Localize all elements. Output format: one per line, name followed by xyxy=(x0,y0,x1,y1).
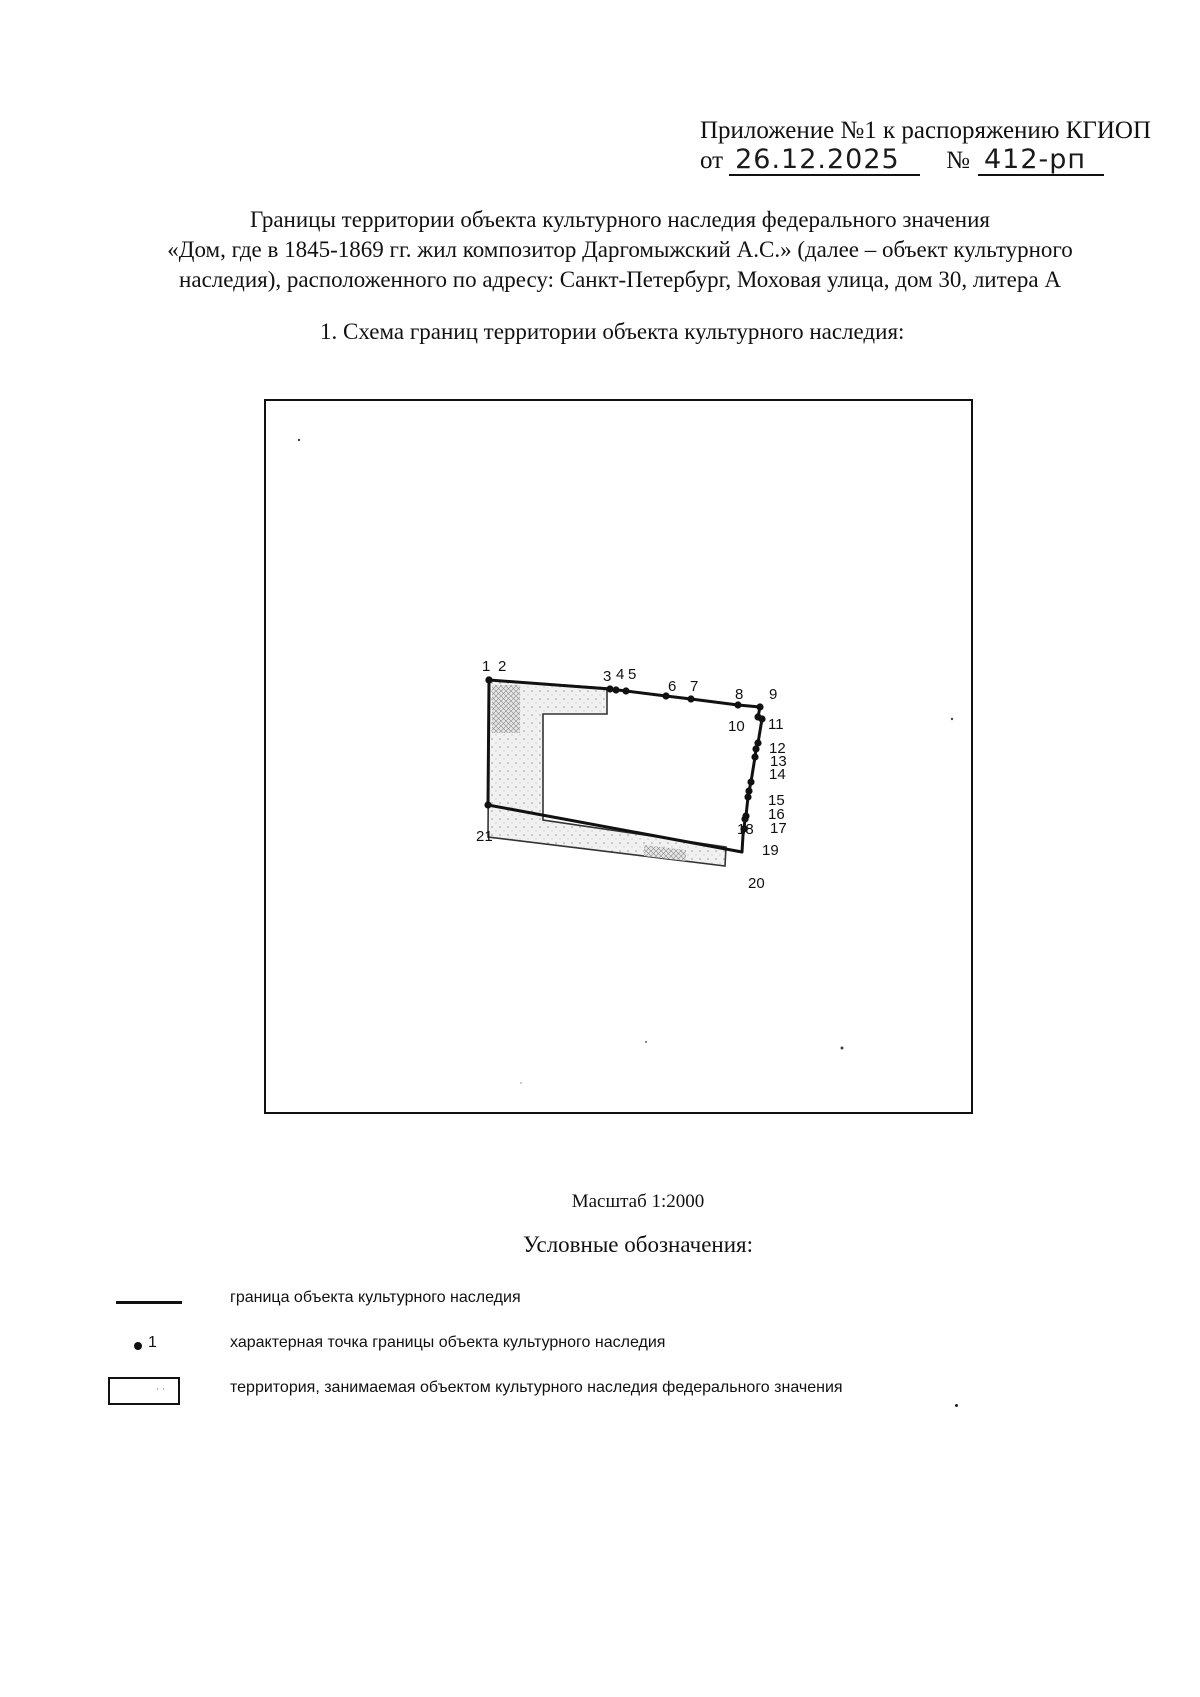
boundary-scheme-svg xyxy=(266,401,971,1112)
appendix-header xyxy=(700,116,1170,176)
legend-item-text: граница объекта культурного наследия xyxy=(230,1289,521,1306)
boundary-point-9 xyxy=(756,703,763,710)
boundary-point-13 xyxy=(752,745,759,752)
number-label: № xyxy=(946,147,970,174)
boundary-point-label-19: 19 xyxy=(762,842,779,859)
boundary-point-label-9: 9 xyxy=(769,686,778,703)
boundary-point-21 xyxy=(484,801,491,808)
point-sample-label: 1 xyxy=(148,1334,157,1351)
section-heading: 1. Схема границ территории объекта культурного наследия: xyxy=(320,319,905,344)
scan-speck xyxy=(645,1041,647,1043)
boundary-point-label-20: 20 xyxy=(748,875,765,892)
boundary-point-label-1: 1 xyxy=(482,658,491,675)
boundary-point-label-17: 17 xyxy=(770,820,787,837)
legend-item-area xyxy=(100,1373,1100,1409)
boundary-line-symbol xyxy=(100,1283,190,1319)
scan-speck xyxy=(298,439,300,441)
date-prefix: от xyxy=(700,147,724,174)
boundary-point-label-7: 7 xyxy=(690,678,699,695)
boundary-point-11 xyxy=(758,715,765,722)
legend-item-text: территория, занимаемая объектом культурного наследия федерального значения xyxy=(230,1379,843,1396)
appendix-date-number-line xyxy=(700,146,1170,176)
boundary-point-label-13: 13 xyxy=(770,753,787,770)
scan-speck xyxy=(841,1047,844,1050)
boundary-point-label-10: 10 xyxy=(728,718,745,735)
boundary-scheme-map xyxy=(264,399,973,1114)
boundary-point-label-15: 15 xyxy=(768,792,785,809)
boundary-point-label-5: 5 xyxy=(628,666,637,683)
boundary-point-16 xyxy=(745,787,752,794)
boundary-point-symbol xyxy=(100,1328,190,1364)
legend-item-text: характерная точка границы объекта культурного наследия xyxy=(230,1334,666,1351)
boundary-point-3 xyxy=(606,685,613,692)
boundary-point-4 xyxy=(612,686,619,693)
boundary-point-label-4: 4 xyxy=(616,666,625,683)
scan-speck xyxy=(520,1082,522,1084)
boundary-point-label-21: 21 xyxy=(476,828,493,845)
boundary-point-label-11: 11 xyxy=(768,716,784,733)
legend-item-point xyxy=(100,1328,1100,1364)
map-scale: Масштаб 1:2000 xyxy=(571,1191,705,1212)
boundary-point-5 xyxy=(622,687,629,694)
boundary-point-label-14: 14 xyxy=(769,766,786,783)
boundary-point-label-2: 2 xyxy=(498,658,507,675)
document-title xyxy=(120,205,1120,295)
boundary-point-7 xyxy=(687,695,694,702)
boundary-point-label-3: 3 xyxy=(603,668,612,685)
boundary-point-label-16: 16 xyxy=(768,806,785,823)
scan-speck xyxy=(955,1404,958,1407)
territory-area-symbol: ·· xyxy=(100,1373,190,1409)
occupied-territory-area xyxy=(488,680,726,866)
hatched-area xyxy=(492,685,520,733)
boundary-point-15 xyxy=(747,778,754,785)
legend-item-boundary xyxy=(100,1283,1100,1319)
boundary-point-17 xyxy=(744,793,751,800)
boundary-point-2 xyxy=(485,676,492,683)
boundary-point-label-12: 12 xyxy=(769,740,786,757)
legend-title: Условные обозначения: xyxy=(522,1232,754,1257)
order-number-value: 412-рп xyxy=(978,146,1104,176)
boundary-point-label-8: 8 xyxy=(735,686,744,703)
boundary-point-label-6: 6 xyxy=(668,678,677,695)
title-line-2: «Дом, где в 1845-1869 гг. жил композитор Даргомыжский А.С.» (далее – объект культурного xyxy=(167,237,1073,262)
date-value: 26.12.2025 xyxy=(729,146,920,176)
appendix-line: Приложение №1 к распоряжению КГИОП xyxy=(700,117,1152,144)
boundary-point-14 xyxy=(751,753,758,760)
title-line-1: Границы территории объекта культурного наследия федерального значения xyxy=(250,207,990,232)
title-line-3: наследия), расположенного по адресу: Санкт-Петербург, Моховая улица, дом 30, литера А xyxy=(179,267,1061,292)
scan-speck xyxy=(951,718,953,720)
boundary-point-label-18: 18 xyxy=(737,821,754,838)
